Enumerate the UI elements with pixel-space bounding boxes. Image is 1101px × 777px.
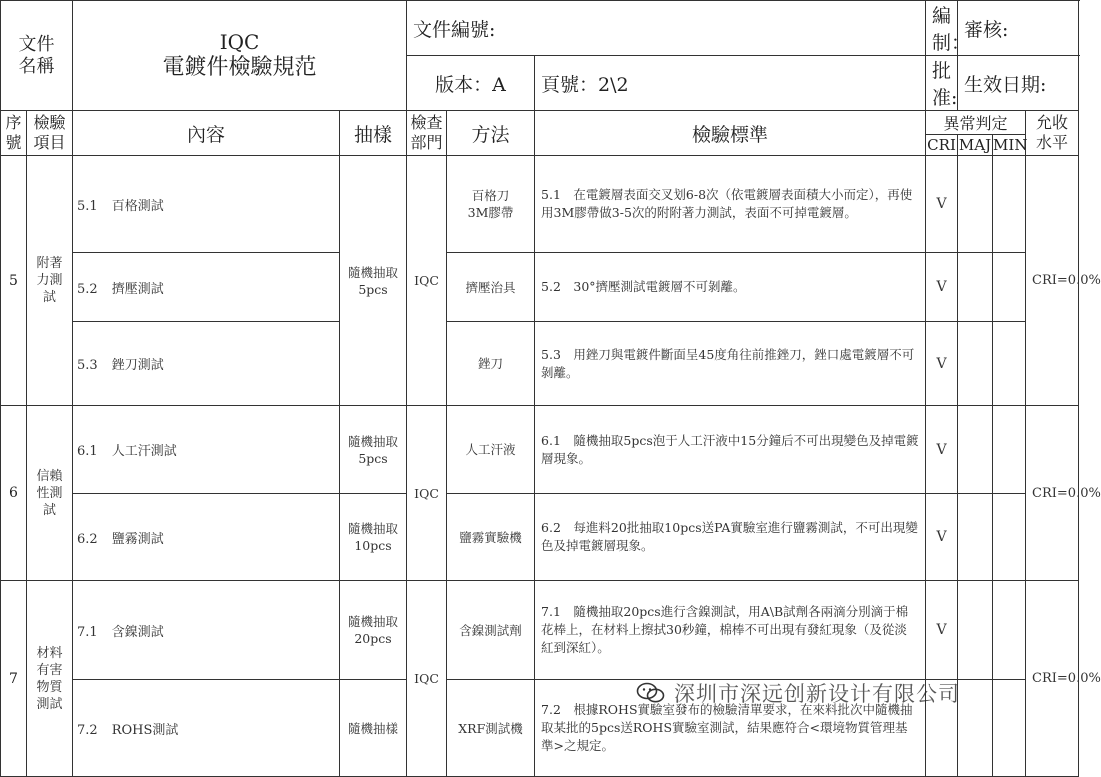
cri-cell: V xyxy=(926,322,958,406)
col-item: 檢驗項目 xyxy=(27,111,73,156)
content-cell: 5.3 銼刀測試 xyxy=(73,322,340,406)
maj-cell xyxy=(958,494,993,581)
reviewer-label: 審核: xyxy=(958,1,1079,56)
content-cell: 6.2 鹽霧測試 xyxy=(73,494,340,581)
dept-cell: IQC xyxy=(407,156,447,406)
content-cell: 7.1 含鎳測試 xyxy=(73,581,340,680)
wechat-icon xyxy=(636,682,666,704)
maj-cell xyxy=(958,406,993,494)
table-row xyxy=(1,253,1079,322)
min-cell xyxy=(993,253,1026,322)
method-cell: XRF測試機 xyxy=(447,680,535,777)
sampling-cell: 隨機抽取5pcs xyxy=(340,406,407,494)
editor-label: 編制： xyxy=(926,1,958,56)
seq-cell: 7 xyxy=(1,581,27,777)
table-row xyxy=(1,322,1079,406)
sampling-cell: 隨機抽取5pcs xyxy=(340,156,407,406)
acceptance-cell: CRI=0.0% xyxy=(1026,156,1079,406)
col-method: 方法 xyxy=(447,111,535,156)
min-cell xyxy=(993,156,1026,253)
item-cell: 附著力測試 xyxy=(27,156,73,406)
method-cell: 擠壓治具 xyxy=(447,253,535,322)
seq-cell: 5 xyxy=(1,156,27,406)
standard-cell: 5.3 用銼刀與電鍍件斷面呈45度角往前推銼刀，銼口處電鍍層不可剝離。 xyxy=(535,322,926,406)
col-standard: 檢驗標準 xyxy=(535,111,926,156)
dept-cell: IQC xyxy=(407,581,447,777)
doc-number-label: 文件編號: xyxy=(407,1,926,56)
maj-cell xyxy=(958,253,993,322)
col-abnormal: 異常判定 xyxy=(926,111,1026,135)
doc-title-line1: IQC xyxy=(219,29,260,54)
col-acceptance: 允收水平 xyxy=(1026,111,1079,156)
table-row xyxy=(1,406,1079,494)
acceptance-cell: CRI=0.0% xyxy=(1026,581,1079,777)
item-cell: 材料有害物質測試 xyxy=(27,581,73,777)
content-cell: 5.2 擠壓測試 xyxy=(73,253,340,322)
cri-cell: V xyxy=(926,253,958,322)
cri-cell: V xyxy=(926,581,958,680)
doc-title-cell xyxy=(73,1,407,111)
effective-date-label: 生效日期: xyxy=(958,56,1079,111)
method-cell: 人工汗液 xyxy=(447,406,535,494)
table-row xyxy=(1,581,1079,680)
standard-cell: 7.2 根據ROHS實驗室發布的檢驗清單要求，在來料批次中隨機抽取某批的5pcs送ROHS實驗室測試，結果應符合<環境物質管理基準>之規定。 xyxy=(535,680,926,777)
doc-title-line2: 電鍍件檢驗規范 xyxy=(162,54,317,80)
content-cell: 6.1 人工汗測試 xyxy=(73,406,340,494)
method-cell: 百格刀3M膠帶 xyxy=(447,156,535,253)
seq-cell: 6 xyxy=(1,406,27,581)
standard-cell: 6.2 每進料20批抽取10pcs送PA實驗室進行鹽霧測試，不可出現變色及掉電鍍層現象。 xyxy=(535,494,926,581)
min-cell xyxy=(993,322,1026,406)
cri-cell: V xyxy=(926,156,958,253)
col-maj: MAJ xyxy=(958,136,992,154)
table-row xyxy=(1,494,1079,581)
approver-label: 批准: xyxy=(926,56,958,111)
maj-cell xyxy=(958,322,993,406)
col-dept: 檢查部門 xyxy=(407,111,447,156)
version-label: 版本：A xyxy=(407,56,535,111)
col-min: MIN xyxy=(993,136,1028,154)
min-cell xyxy=(993,406,1026,494)
watermark-text: 深圳市深远创新设计有限公司 xyxy=(674,682,960,706)
method-cell: 銼刀 xyxy=(447,322,535,406)
table-row xyxy=(1,156,1079,253)
sampling-cell: 隨機抽取10pcs xyxy=(340,494,407,581)
watermark xyxy=(636,676,1056,710)
sampling-cell: 隨機抽取20pcs xyxy=(340,581,407,680)
method-cell: 含鎳測試劑 xyxy=(447,581,535,680)
col-cri: CRI xyxy=(927,136,956,154)
doc-name-label-cell xyxy=(1,1,73,111)
acceptance-cell: CRI=0.0% xyxy=(1026,406,1079,581)
doc-name-label: 文件名稱 xyxy=(18,33,55,77)
standard-cell: 6.1 隨機抽取5pcs泡于人工汗液中15分鐘后不可出現變色及掉電鍍層現象。 xyxy=(535,406,926,494)
content-cell: 7.2 ROHS測試 xyxy=(73,680,340,777)
sampling-cell: 隨機抽樣 xyxy=(340,680,407,777)
maj-cell xyxy=(958,581,993,680)
dept-cell: IQC xyxy=(407,406,447,581)
standard-cell: 5.2 30°擠壓測試電鍍層不可剝離。 xyxy=(535,253,926,322)
min-cell xyxy=(993,494,1026,581)
col-sampling: 抽樣 xyxy=(340,111,407,156)
maj-cell xyxy=(958,156,993,253)
col-seq: 序號 xyxy=(1,111,27,156)
min-cell xyxy=(993,581,1026,680)
cri-cell: V xyxy=(926,406,958,494)
col-content: 內容 xyxy=(73,111,340,156)
standard-cell: 5.1 在電鍍層表面交叉划6-8次（依電鍍層表面積大小而定），再使用3M膠帶做3-5次的附附著力測試，表面不可掉電鍍層。 xyxy=(535,156,926,253)
page-label: 頁號：2\2 xyxy=(535,56,926,111)
method-cell: 鹽霧實驗機 xyxy=(447,494,535,581)
item-cell: 信賴性測試 xyxy=(27,406,73,581)
content-cell: 5.1 百格測試 xyxy=(73,156,340,253)
cri-cell: V xyxy=(926,494,958,581)
standard-cell: 7.1 隨機抽取20pcs進行含鎳測試，用A\B試劑各兩滴分別滴于棉花棒上，在材料上擦拭30秒鐘，棉棒不可出現有發紅現象（及從淡紅到深紅）。 xyxy=(535,581,926,680)
